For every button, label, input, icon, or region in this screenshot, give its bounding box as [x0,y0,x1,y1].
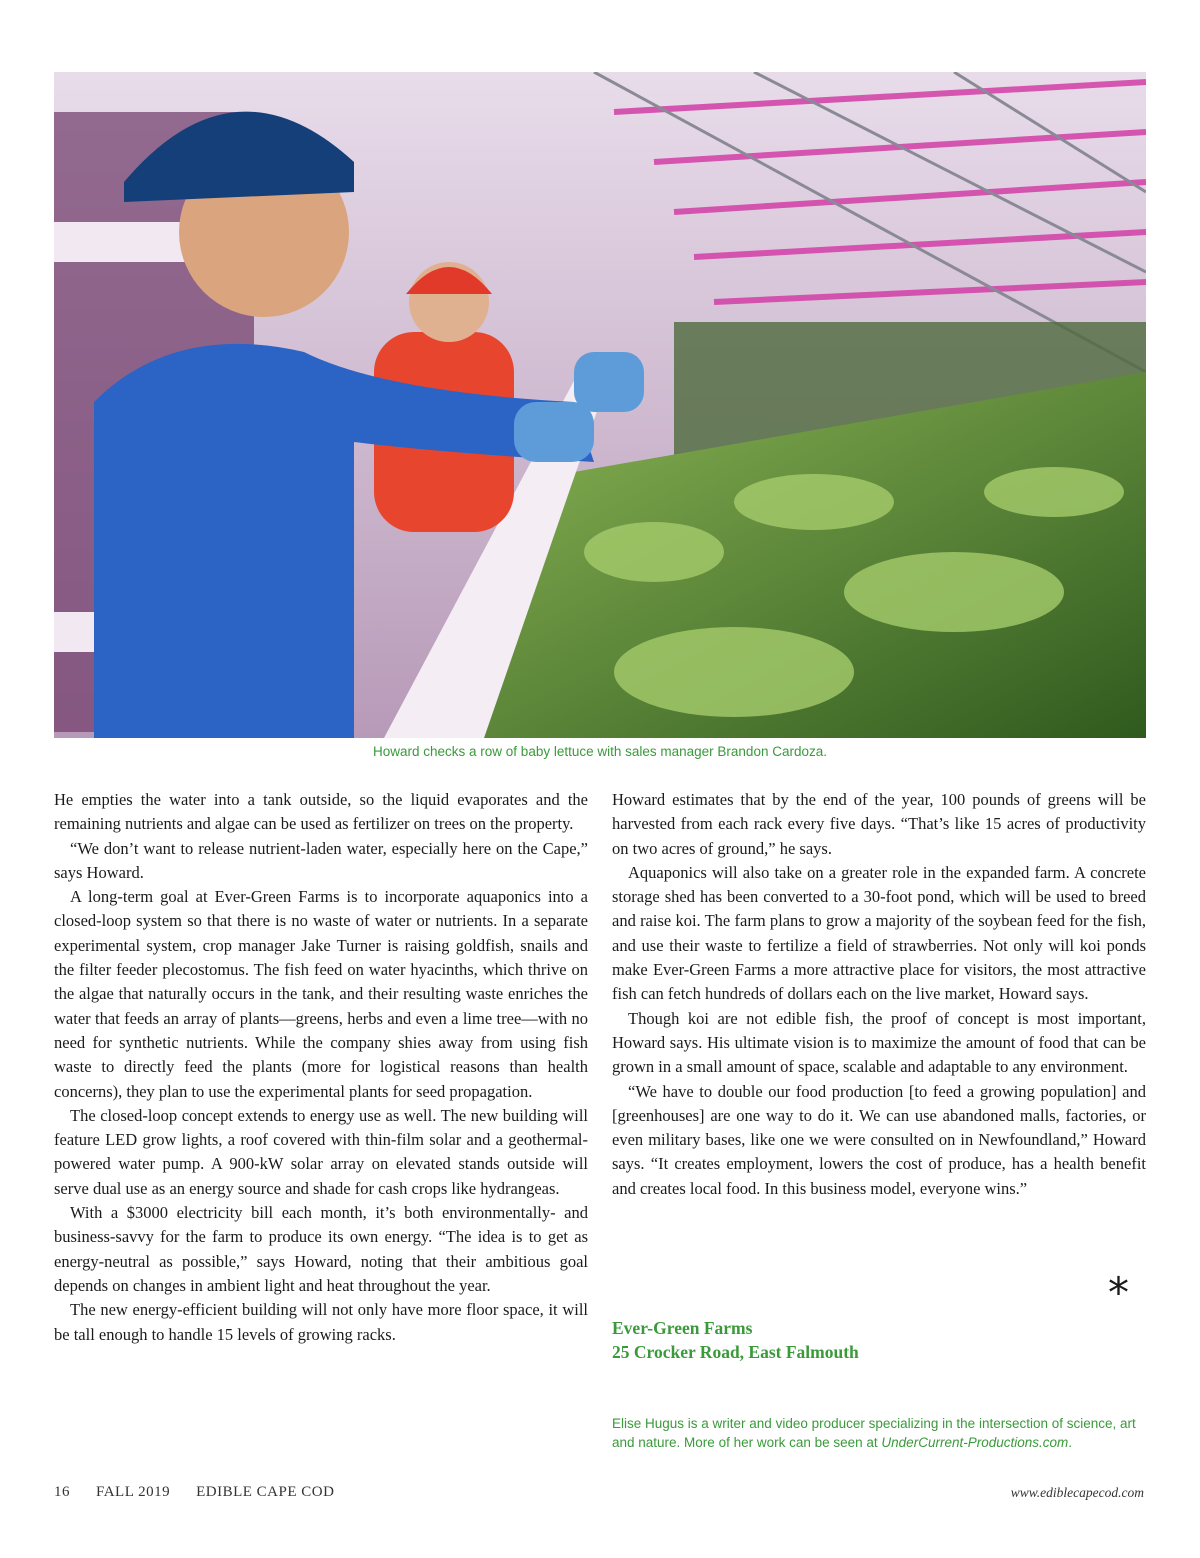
article-paragraph: With a $3000 electricity bill each month, it’s both environmentally- and business-savvy for the farm to produce its own energy. “The idea is to get as energy-neutral as possible,” says Howard, noting that their ambitious goal depends on changes in ambient light and heat throughout the year. [54,1203,588,1295]
photo-caption: Howard checks a row of baby lettuce with sales manager Brandon Cardoza. [373,744,827,759]
article-paragraph: The new energy-efficient building will not only have more floor space, it will be tall enough to handle 15 levels of growing racks. [54,1300,588,1344]
article-column-left [54,788,588,1347]
article-photo [54,72,1146,738]
publication-name: EDIBLE CAPE COD [196,1484,335,1500]
issue-label: FALL 2019 [96,1484,171,1500]
farm-name: Ever-Green Farms [612,1318,753,1338]
article-paragraph: He empties the water into a tank outside, so the liquid evaporates and the remaining nutrients and algae can be used as fertilizer on trees on the property. [54,790,588,834]
farm-address: 25 Crocker Road, East Falmouth [612,1342,859,1362]
page-number: 16 [54,1484,70,1500]
website-link[interactable]: www.ediblecapecod.com [1010,1485,1144,1500]
article-paragraph: “We don’t want to release nutrient-laden water, especially here on the Cape,” says Howard. [54,838,588,882]
bio-link[interactable]: UnderCurrent-Productions.com [881,1435,1069,1450]
article-paragraph: Aquaponics will also take on a greater role in the expanded farm. A concrete storage shed has been converted to a 30-foot pond, which will be used to breed and raise koi. The farm plans to grow a majority of the soybean feed for the fish, and use their waste to fertilize a field of strawberries. Not only will koi ponds make Ever-Green Farms a more attractive place for visitors, the most attractive fish can fetch hundreds of dollars each on the live market, Howard says. [612,862,1146,1004]
article-paragraph: The closed-loop concept extends to energy use as well. The new building will feature LED grow lights, a roof covered with thin-film solar and a geothermal-powered water pump. A 900-kW solar array on elevated stands outside will serve dual use as an energy source and shade for cash crops like hydrangeas. [54,1105,588,1198]
bio-end: . [1068,1435,1073,1450]
page-footer [54,1484,360,1501]
article-column-right [612,788,1146,1201]
greenhouse-photo-illustration [54,72,1146,738]
article-paragraph: “We have to double our food production [to feed a growing population] and [greenhouses] are one way to do it. We can use abandoned malls, factories, or even military bases, like one we were consulted on in Newfoundland,” Howard says. “It creates employment, lowers the cost of produce, has a health benefit and creates local food. In this business model, everyone wins.” [612,1081,1146,1198]
author-bio [612,1414,1146,1452]
farm-info [612,1316,859,1364]
article-paragraph: Howard estimates that by the end of the year, 100 pounds of greens will be harvested from each rack every five days. “That’s like 15 acres of productivity on two acres of ground,” he says. [612,790,1146,858]
article-paragraph: A long-term goal at Ever-Green Farms is to incorporate aquaponics into a closed-loop system so that there is no waste of water or nutrients. In a separate experimental system, crop manager Jake Turner is raising goldfish, snails and the filter feeder plecostomus. The fish feed on water hyacinths, which thrive on the algae that naturally occurs in the tank, and their resulting waste enriches the water that feeds an array of plants—greens, herbs and even a lime tree—with no need for synthetic nutrients. While the company shies away from using fish waste to directly feed the plants (more for logistical reasons than health concerns), they plan to use the experimental plants for seed propagation. [54,887,588,1101]
bio-text: Elise Hugus is a writer and video producer specializing in the intersection of science, art and nature. More of her work can be seen at [612,1416,1136,1450]
end-mark-icon: * [1108,1268,1129,1317]
article-paragraph: Though koi are not edible fish, the proof of concept is most important, Howard says. His ultimate vision is to maximize the amount of food that can be grown in a small amount of space, scalable and adaptable to any environment. [612,1008,1146,1077]
